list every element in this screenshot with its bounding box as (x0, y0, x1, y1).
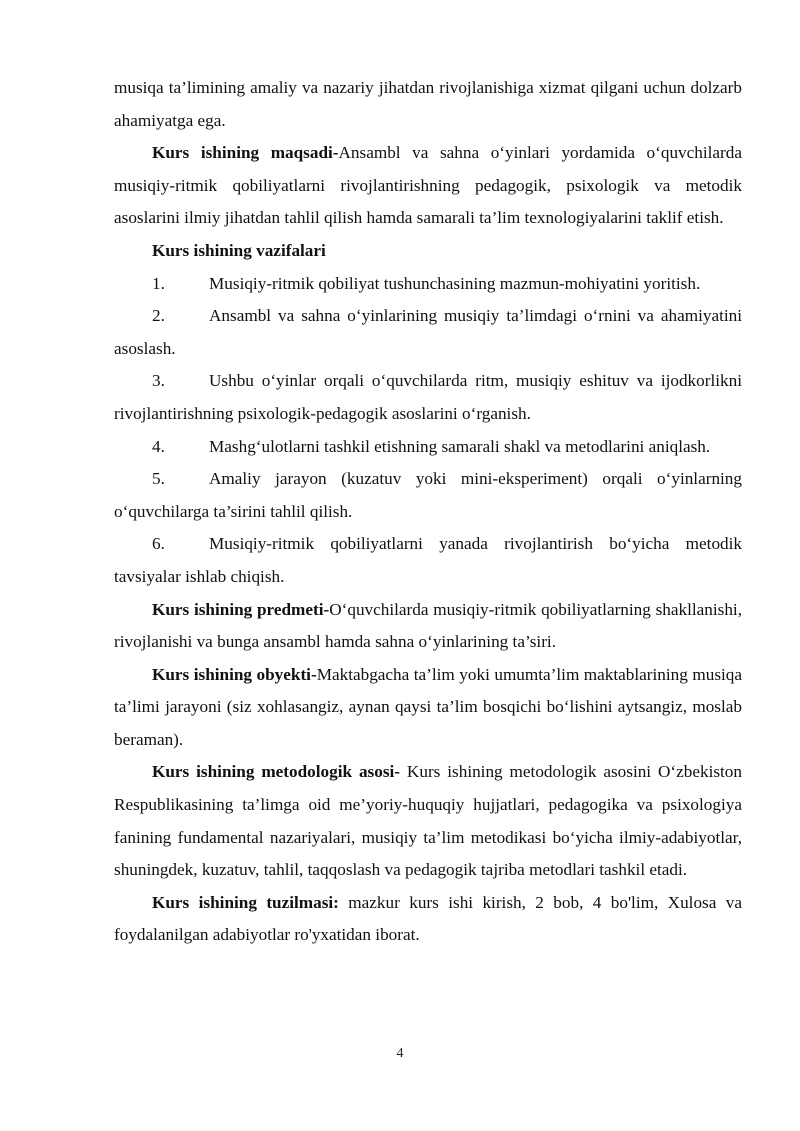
task-number: 5. (152, 469, 165, 489)
task-number: 2. (152, 306, 165, 326)
task-number: 1. (152, 273, 165, 293)
purpose-paragraph (114, 137, 742, 235)
methodology-label: Kurs ishining metodologik asosi- (152, 762, 401, 782)
intro-continuation-paragraph: musiqa ta’limining amaliy va nazariy jihatdan rivojlanishiga xizmat qilgani uchun dolzarb ahamiyatga ega. (114, 78, 742, 130)
page-number: 4 (396, 1046, 404, 1061)
task-text: Ushbu o‘yinlar orqali o‘quvchilarda ritm, musiqiy eshituv va ijodkorlikni rivojlantirishning psixologik-pedagogik asoslarini o‘rganish. (114, 371, 742, 423)
task-text: Mashg‘ulotlarni tashkil etishning samarali shakl va metodlarini aniqlash. (209, 436, 711, 456)
methodology-text: Kurs ishining metodologik asosini O‘zbekiston Respublikasining ta’limga oid me’yoriy-huquqiy hujjatlari, pedagogika va psixologiya fanining fundamental nazariyalari, musiqiy ta’lim metodikasi bo‘yicha ilmiy-adabiyotlar, shuningdek, kuzatuv, tahlil, taqqoslash va pedagogik tajriba metodlari tashkil etadi. (114, 762, 742, 880)
task-number: 6. (152, 534, 165, 554)
purpose-label: Kurs ishining maqsadi- (152, 143, 339, 163)
subject-text: O‘quvchilarda musiqiy-ritmik qobiliyatlarning shakllanishi, rivojlanishi va bunga ansambl hamda sahna o‘yinlarining ta’siri. (114, 599, 743, 652)
object-paragraph (114, 659, 742, 757)
task-item-2 (114, 300, 742, 365)
object-text: Maktabgacha ta’lim yoki umumta’lim maktablarining musiqa ta’limi jarayoni (siz xohlasangiz, aynan qaysi ta’lim bosqichi bo‘lishini aytsangiz, moslab beraman). (114, 664, 743, 749)
task-text: Musiqiy-ritmik qobiliyatlarni yanada rivojlantirish bo‘yicha metodik tavsiyalar ishlab chiqish. (114, 534, 742, 586)
structure-text: mazkur kurs ishi kirish, 2 bob, 4 bo'lim, Xulosa va foydalanilgan adabiyotlar ro'yxatidan iborat. (114, 892, 742, 945)
task-item-4 (114, 431, 742, 464)
methodology-paragraph (114, 756, 742, 886)
task-number: 3. (152, 371, 165, 391)
task-item-3 (114, 365, 742, 430)
subject-paragraph (114, 594, 742, 659)
task-item-6 (114, 528, 742, 593)
task-number: 4. (152, 436, 165, 456)
task-text: Musiqiy-ritmik qobiliyat tushunchasining mazmun-mohiyatini yoritish. (209, 273, 701, 293)
tasks-heading: Kurs ishining vazifalari (152, 240, 326, 260)
subject-label: Kurs ishining predmeti- (152, 599, 330, 619)
structure-label: Kurs ishining tuzilmasi: (152, 892, 339, 912)
task-item-5 (114, 463, 742, 528)
structure-paragraph (114, 887, 742, 952)
task-item-1 (114, 268, 742, 301)
page-content (114, 72, 742, 952)
task-text: Amaliy jarayon (kuzatuv yoki mini-eksperiment) orqali o‘yinlarning o‘quvchilarga ta’sirini tahlil qilish. (114, 469, 742, 521)
object-label: Kurs ishining obyekti- (152, 664, 317, 684)
task-text: Ansambl va sahna o‘yinlarining musiqiy ta’limdagi o‘rnini va ahamiyatini asoslash. (114, 306, 742, 358)
purpose-text: Ansambl va sahna o‘yinlari yordamida o‘quvchilarda musiqiy-ritmik qobiliyatlarni rivojlantirishning pedagogik, psixologik va metodik asoslarini ilmiy jihatdan tahlil qilish hamda samarali ta’lim texnologiyalarini taklif etish. (114, 143, 742, 228)
